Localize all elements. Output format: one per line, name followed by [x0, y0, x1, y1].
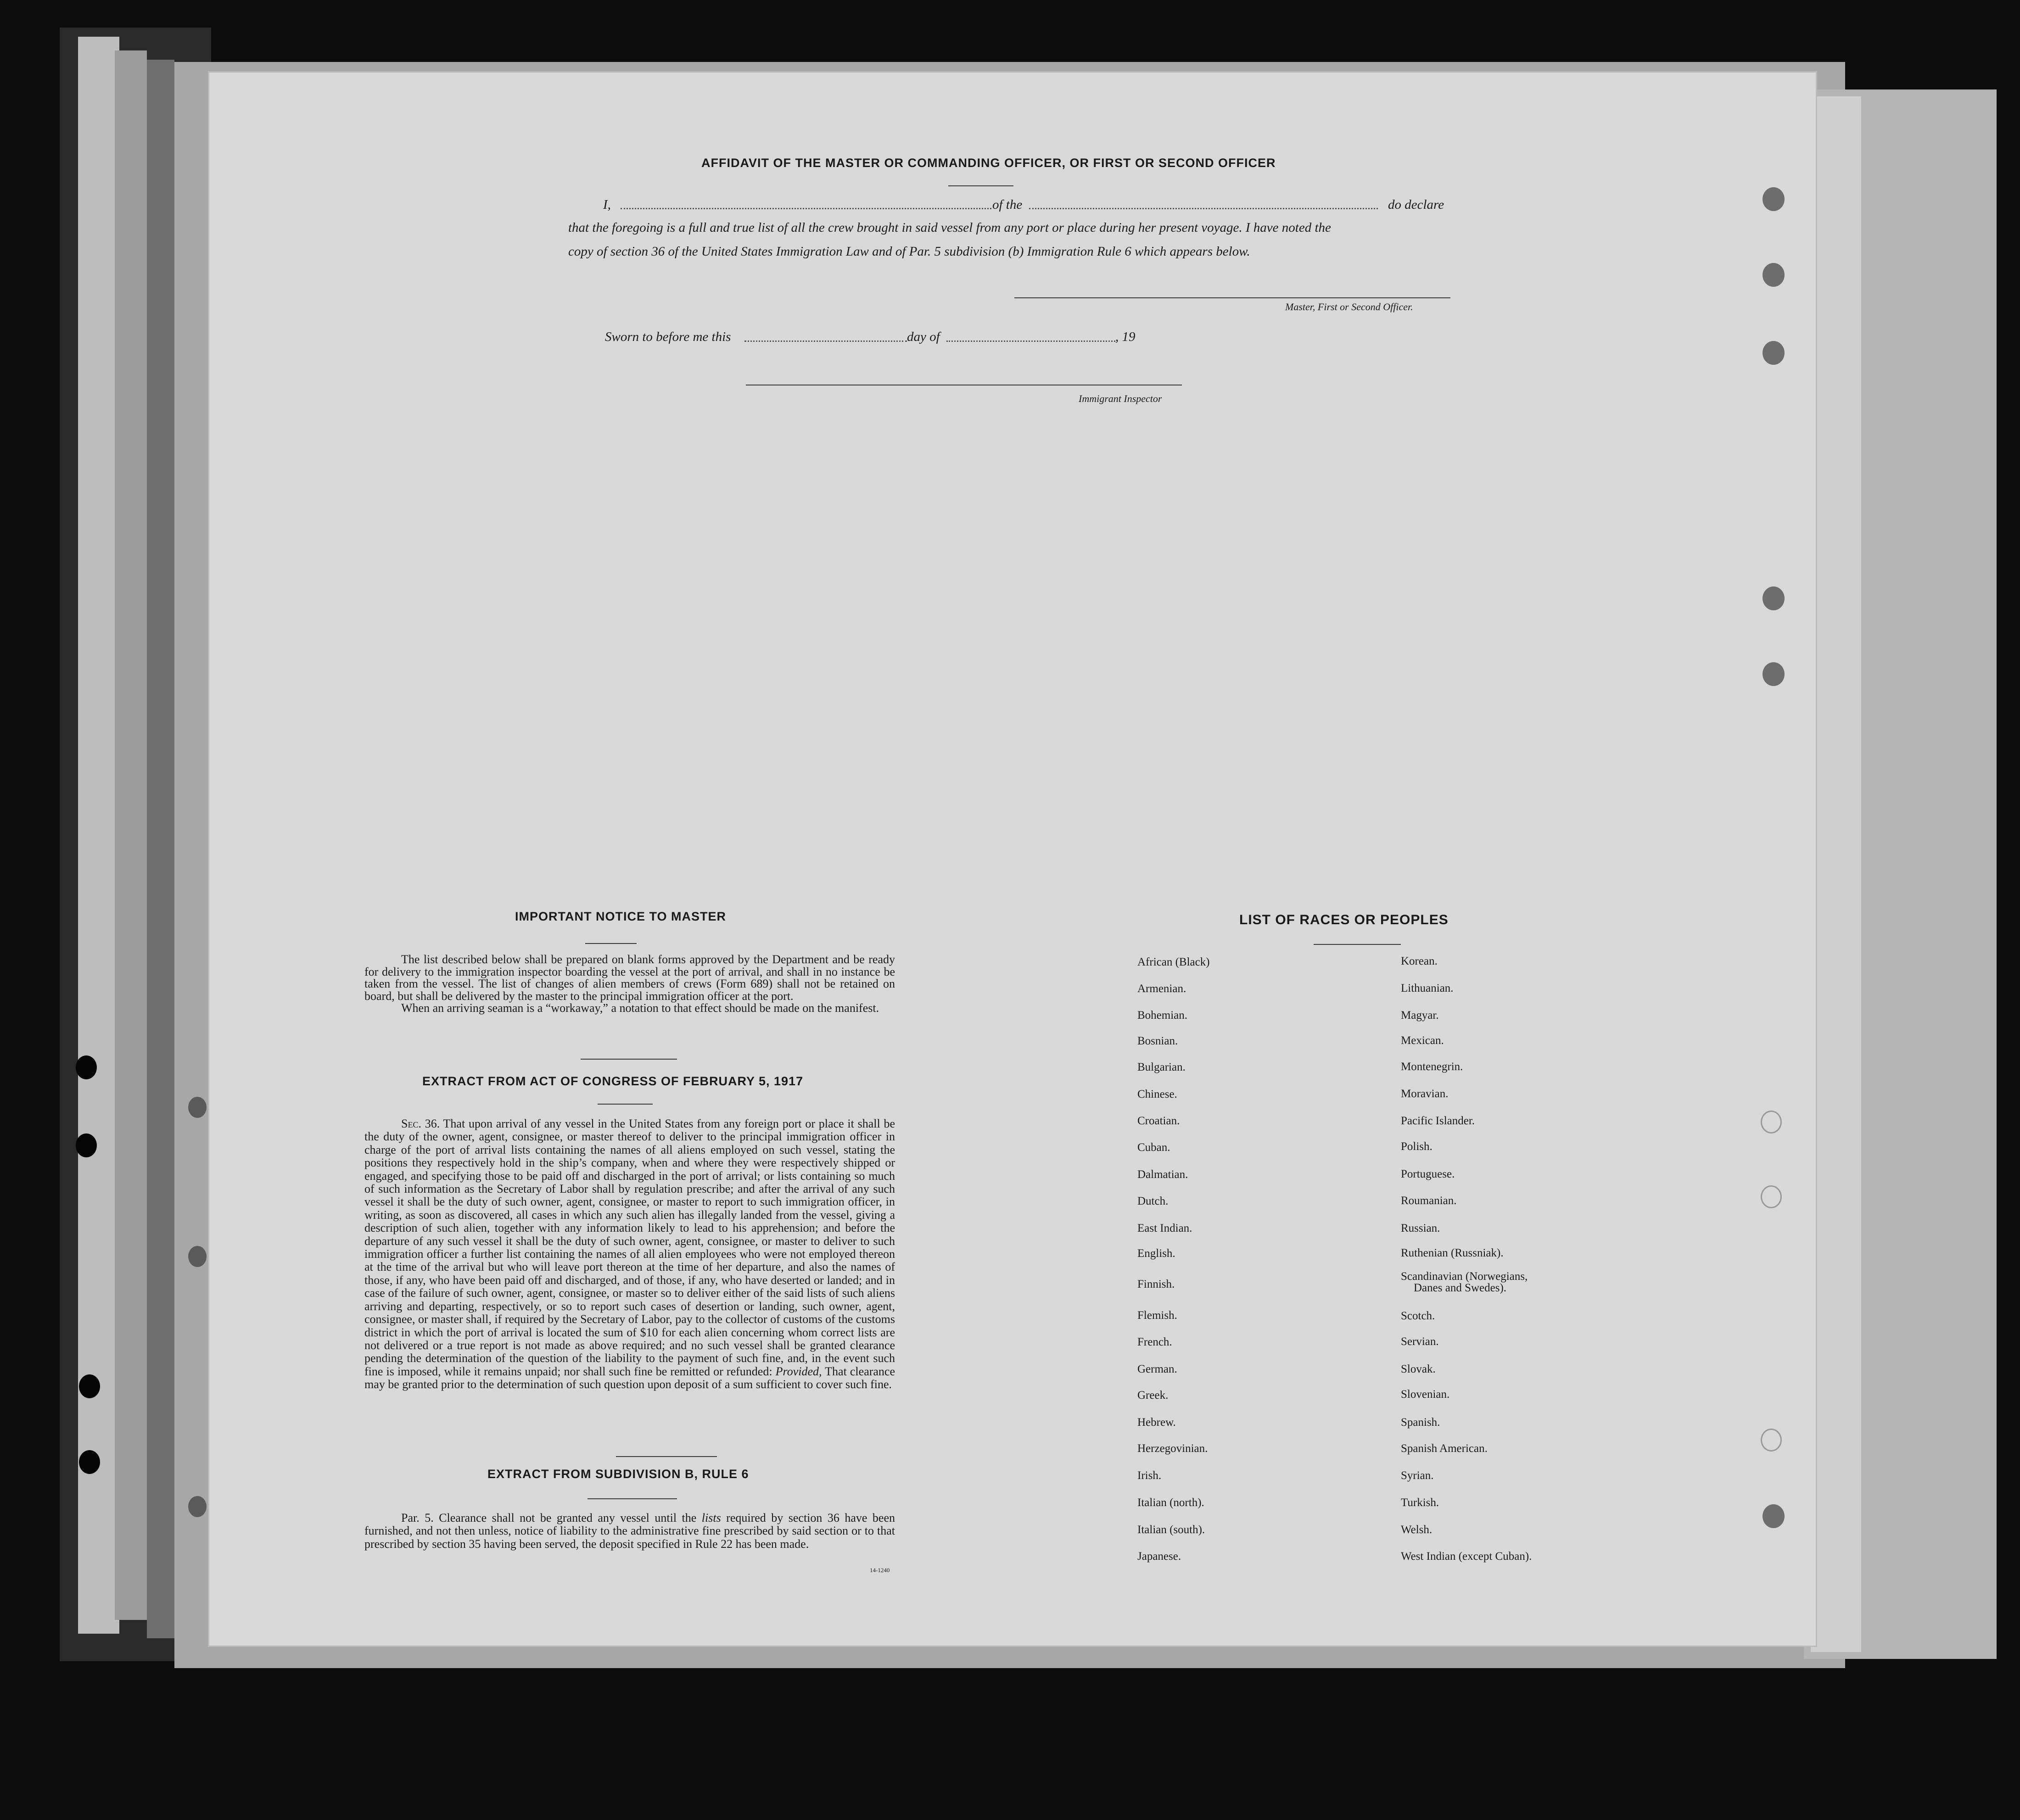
race-item: Flemish.	[1137, 1309, 1177, 1322]
divider	[948, 185, 1013, 186]
race-item: Mexican.	[1401, 1034, 1444, 1047]
page-edge-strip	[115, 50, 147, 1620]
manifest-page	[209, 73, 1816, 1646]
act-body: That upon arrival of any vessel in the United States from any foreign port or place it shall be the duty of the owner, agent, consignee, or master thereof to deliver to the principal immigration officer in charge of the port of arrival lists containing the names of all aliens employed on such vessel, stating the positions they respectively hold in the ship’s company, when and where they were respectively shipped or engaged, and specifying those to be paid off and discharged in the port of arrival; or lists containing so much of such information as the Secretary of Labor shall by regulation prescribe; and after the arrival of any such vessel it shall be the duty of such owner, agent, consignee, or master to report to such immigration officer, in writing, as soon as discovered, all cases in which any such alien has illegally landed from the vessel, giving a description of such alien, together with any information likely to lead to his apprehension; and before the departure of any such vessel it shall be the duty of such owner, agent, consignee, or master to deliver to such immigration officer a further list containing the names of all alien employees who were not employed thereon at the time of the arrival but who will leave port thereon at the time of her departure, and also the names of those, if any, who have been paid off and discharged, and of those, if any, who have deserted or landed; and in case of the failure of such owner, agent, consignee, or master so to deliver either of the said lists of such aliens arriving and departing, respectively, or so to report such cases of desertion or landing, such owner, agent, consignee, or master shall, if required by the Secretary of Labor, pay to the collector of customs of the customs district in which the port of arrival is located the sum of $10 for each alien concerning whom correct lists are not delivered or a true report is not made as above required; and no such vessel shall be granted clearance pending the determination of the question of the liability to the payment of such fine, and, in the event such fine is imposed, while it remains unpaid; nor shall such fine be remitted or refunded:	[364, 1117, 895, 1378]
race-item: Portuguese.	[1401, 1168, 1455, 1180]
rule6-text	[364, 1512, 895, 1551]
act-text	[364, 1117, 895, 1391]
affidavit-line1-prefix: I,	[603, 197, 611, 212]
race-item: Bohemian.	[1137, 1009, 1188, 1022]
race-item: Bulgarian.	[1137, 1061, 1186, 1073]
race-item: Cuban.	[1137, 1141, 1170, 1154]
race-item: Scotch.	[1401, 1310, 1435, 1322]
binder-hole	[188, 1496, 207, 1517]
race-item: West Indian (except Cuban).	[1401, 1550, 1532, 1563]
race-item: Chinese.	[1137, 1088, 1177, 1100]
race-item: Bosnian.	[1137, 1035, 1178, 1047]
race-item: Korean.	[1401, 955, 1438, 967]
race-item: Magyar.	[1401, 1009, 1439, 1022]
race-item: Dalmatian.	[1137, 1168, 1188, 1181]
race-item: Croatian.	[1137, 1115, 1180, 1127]
race-item: African (Black)	[1137, 956, 1210, 968]
punch-hole	[1763, 263, 1785, 287]
binder-hole	[188, 1097, 207, 1118]
form-code: 14-1240	[870, 1567, 890, 1574]
binder-hole	[76, 1055, 97, 1079]
races-title: LIST OF RACES OR PEOPLES	[1239, 912, 1449, 927]
race-item: Ruthenian (Russniak).	[1401, 1247, 1504, 1259]
race-item: Russian.	[1401, 1222, 1440, 1234]
binder-hole	[79, 1450, 100, 1474]
notice-para-1: The list described below shall be prepared on blank forms approved by the Department and be ready for delivery to the immigration inspector boarding the vessel at the port of arrival, and shall in no instance be taken from the vessel. The list of changes of alien members of crews (Form 689) shall not be retained on board, but shall be delivered by the master to the principal immigration officer at the port.	[364, 953, 895, 1003]
binder-hole	[76, 1133, 97, 1157]
divider	[616, 1456, 717, 1457]
race-item: Armenian.	[1137, 983, 1186, 995]
sworn-mid: day of	[907, 329, 940, 344]
binder-hole	[188, 1246, 207, 1267]
race-item: Hebrew.	[1137, 1416, 1176, 1429]
affidavit-line1-suffix: do declare	[1388, 197, 1444, 212]
race-item: Syrian.	[1401, 1469, 1434, 1482]
rule6-lists: lists	[701, 1511, 721, 1524]
act-provided: Provided,	[775, 1364, 822, 1378]
divider	[588, 1498, 677, 1499]
act-title: EXTRACT FROM ACT OF CONGRESS OF FEBRUARY 5, 1917	[422, 1074, 804, 1088]
affidavit-title: AFFIDAVIT OF THE MASTER OR COMMANDING OFFICER, OR FIRST OR SECOND OFFICER	[701, 156, 1276, 170]
punch-ring	[1761, 1111, 1782, 1133]
race-item: Spanish.	[1401, 1416, 1440, 1429]
race-item: English.	[1137, 1247, 1175, 1260]
sworn-year: , 19	[1115, 329, 1136, 344]
punch-ring	[1761, 1185, 1782, 1208]
race-item: Danes and Swedes).	[1414, 1282, 1507, 1294]
signature-label: Master, First or Second Officer.	[1285, 301, 1413, 313]
race-item: Scandinavian (Norwegians,	[1401, 1270, 1528, 1283]
race-item: Finnish.	[1137, 1278, 1175, 1290]
punch-hole	[1763, 1504, 1785, 1528]
race-item: Welsh.	[1401, 1524, 1432, 1536]
sworn-day-field[interactable]	[744, 341, 907, 342]
race-item: Italian (north).	[1137, 1496, 1204, 1509]
right-page-edge	[1811, 96, 1861, 1652]
race-item: French.	[1137, 1336, 1172, 1348]
sworn-month-field[interactable]	[946, 341, 1115, 342]
rule6-text-b: required by section 36 have been furnished, and not then unless, notice of liability to the administrative fine prescribed by said section or to that prescribed by section 35 having been served, the deposit specified in Rule 22 has been made.	[364, 1511, 895, 1551]
rule6-text-a: Par. 5. Clearance shall not be granted any vessel until the	[401, 1511, 697, 1524]
race-item: Moravian.	[1401, 1088, 1449, 1100]
race-item: Dutch.	[1137, 1195, 1169, 1207]
race-item: Turkish.	[1401, 1496, 1439, 1509]
binder-hole	[79, 1374, 100, 1398]
race-item: Pacific Islander.	[1401, 1115, 1475, 1127]
race-item: Servian.	[1401, 1335, 1439, 1348]
punch-hole	[1763, 341, 1785, 365]
inspector-label: Immigrant Inspector	[1079, 393, 1162, 404]
notice-text	[364, 954, 895, 1015]
race-item: Italian (south).	[1137, 1524, 1205, 1536]
act-section: Sec. 36.	[401, 1117, 440, 1130]
signature-line[interactable]	[1014, 297, 1450, 298]
race-item: German.	[1137, 1363, 1177, 1375]
race-item: Irish.	[1137, 1469, 1162, 1482]
race-item: Slovak.	[1401, 1363, 1436, 1375]
master-name-field[interactable]	[621, 208, 991, 209]
divider	[1314, 944, 1401, 945]
punch-hole	[1763, 586, 1785, 610]
act-body-end: That clearance may be granted prior to the determination of such question upon deposit of a sum sufficient to cover such fine.	[364, 1364, 895, 1391]
divider	[598, 1104, 653, 1105]
divider	[585, 943, 637, 944]
race-item: Slovenian.	[1401, 1388, 1450, 1401]
affidavit-line1-mid: of the	[992, 197, 1023, 212]
race-item: Japanese.	[1137, 1550, 1181, 1563]
punch-hole	[1763, 187, 1785, 211]
rule6-title: EXTRACT FROM SUBDIVISION B, RULE 6	[487, 1467, 749, 1481]
punch-ring	[1761, 1429, 1782, 1452]
affidavit-line2: that the foregoing is a full and true list of all the crew brought in said vessel from any port or place during her present voyage. I have noted the	[568, 220, 1331, 235]
race-item: East Indian.	[1137, 1222, 1192, 1234]
vessel-name-field[interactable]	[1029, 208, 1378, 209]
affidavit-line3: copy of section 36 of the United States Immigration Law and of Par. 5 subdivision (b) Immigration Rule 6 which appears below.	[568, 244, 1250, 259]
punch-hole	[1763, 662, 1785, 686]
race-item: Spanish American.	[1401, 1442, 1488, 1455]
race-item: Greek.	[1137, 1389, 1169, 1401]
notice-title: IMPORTANT NOTICE TO MASTER	[515, 910, 726, 923]
race-item: Roumanian.	[1401, 1195, 1457, 1207]
race-item: Montenegrin.	[1401, 1061, 1463, 1073]
race-item: Polish.	[1401, 1140, 1432, 1153]
divider	[581, 1059, 677, 1060]
sworn-prefix: Sworn to before me this	[605, 329, 731, 344]
page-edge-strip	[147, 60, 174, 1638]
notice-para-2: When an arriving seaman is a “workaway,” a notation to that effect should be made on the manifest.	[401, 1001, 879, 1015]
race-item: Herzegovinian.	[1137, 1442, 1208, 1455]
race-item: Lithuanian.	[1401, 982, 1454, 994]
